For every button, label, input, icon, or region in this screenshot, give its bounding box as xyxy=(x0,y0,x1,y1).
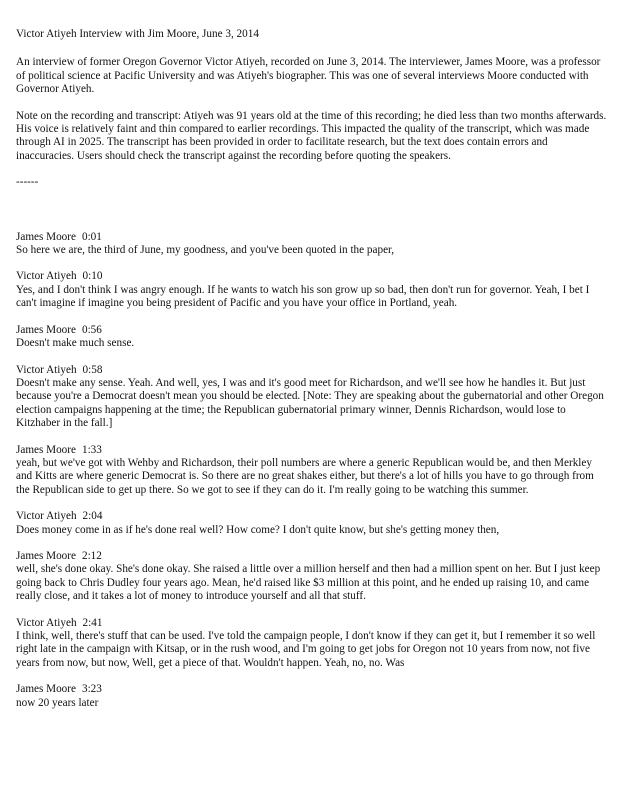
timestamp: 0:58 xyxy=(82,363,103,376)
transcript-turn xyxy=(16,550,608,604)
document-title: Victor Atiyeh Interview with Jim Moore, June 3, 2014 xyxy=(16,28,259,40)
timestamp: 2:12 xyxy=(81,549,102,562)
transcript-turn xyxy=(16,364,608,431)
speaker-name: James Moore xyxy=(16,443,76,456)
speaker-name: Victor Atiyeh xyxy=(16,616,77,629)
utterance-text: yeah, but we've got with Wehby and Richardson, their poll numbers are where a generic Republican would be, and then Merkley and Kitts are where generic Democrat is. So there are no great shakes either, but there's a lot of hills you have to go through from the Republican side to get up there. So we got to see if they can do it. I'm really going to be watching this summer. xyxy=(16,456,594,496)
transcript-turn xyxy=(16,683,608,710)
transcript-turn xyxy=(16,444,608,498)
transcript-turn xyxy=(16,510,608,537)
utterance-text: Doesn't make much sense. xyxy=(16,337,135,350)
transcript-turn xyxy=(16,617,608,671)
note-paragraph: Note on the recording and transcript: Atiyeh was 91 years old at the time of this recording; he died less than two months afterwards. His voice is relatively faint and thin compared to earlier recordings. This impacted the quality of the transcript, which was made through AI in 2025. The transcript has been provided in order to facilitate research, but the text does contain errors and inaccuracies. Users should check the transcript against the recording before quoting the speakers. xyxy=(16,109,607,162)
speaker-name: James Moore xyxy=(16,323,76,336)
speaker-name: James Moore xyxy=(16,683,76,696)
transcript-turn xyxy=(16,324,608,351)
speaker-name: Victor Atiyeh xyxy=(16,363,77,376)
utterance-text: Yes, and I don't think I was angry enough. If he wants to watch his son grow up so bad, then don't run for governor. Yeah, I bet I can't imagine if imagine you being president of Pacific and you have your office in Portland, yeah. xyxy=(16,283,590,310)
timestamp: 2:41 xyxy=(82,616,103,629)
timestamp: 0:56 xyxy=(81,323,102,336)
intro-paragraph: An interview of former Oregon Governor Victor Atiyeh, recorded on June 3, 2014. The interviewer, James Moore, was a professor of political science at Pacific University and was Atiyeh's biographer. This was one of several interviews Moore conducted with Governor Atiyeh. xyxy=(16,56,601,96)
transcript-page xyxy=(16,28,608,723)
speaker-name: James Moore xyxy=(16,549,76,562)
utterance-text: Doesn't make any sense. Yeah. And well, yes, I was and it's good meet for Richardson, and we'll see how he handles it. But just because you're a Democrat doesn't mean you should be elected. [Note: They are speaking about the gubernatorial and other Oregon election campaigns happening at the time; the Republican gubernatorial primary winner, Dennis Richardson, would lose to Kitzhaber in the fall.] xyxy=(16,376,604,430)
timestamp: 3:23 xyxy=(81,683,102,696)
timestamp: 2:04 xyxy=(82,510,103,523)
utterance-text: well, she's done okay. She's done okay. She raised a little over a million herself and then had a million spent on her. But I just keep going back to Chris Dudley four years ago. Mean, he'd raised like $3 million at this point, and he ended up raising 10, and came really close, and it takes a lot of money to introduce yourself and all that stuff. xyxy=(16,563,601,603)
utterance-text: Does money come in as if he's done real well? How come? I don't quite know, but she's getting money then, xyxy=(16,523,500,536)
transcript-turn xyxy=(16,270,608,310)
utterance-text: now 20 years later xyxy=(16,696,99,709)
timestamp: 1:33 xyxy=(81,443,102,456)
utterance-text: I think, well, there's stuff that can be used. I've told the campaign people, I don't know if they can get it, but I remember it so well right late in the campaign with Kitsap, or in the rush wood, and I'm going to get jobs for Oregon not 10 years from now, not five years from now, but now, Well, get a piece of that. Wouldn't happen. Yeah, no, no. Was xyxy=(16,630,596,669)
speaker-name: Victor Atiyeh xyxy=(16,510,77,523)
utterance-text: So here we are, the third of June, my goodness, and you've been quoted in the paper, xyxy=(16,244,395,257)
timestamp: 0:10 xyxy=(82,270,103,283)
timestamp: 0:01 xyxy=(81,230,102,243)
speaker-name: Victor Atiyeh xyxy=(16,270,77,283)
speaker-name: James Moore xyxy=(16,230,76,243)
section-separator: ------ xyxy=(16,176,39,189)
transcript-turn xyxy=(16,231,608,258)
